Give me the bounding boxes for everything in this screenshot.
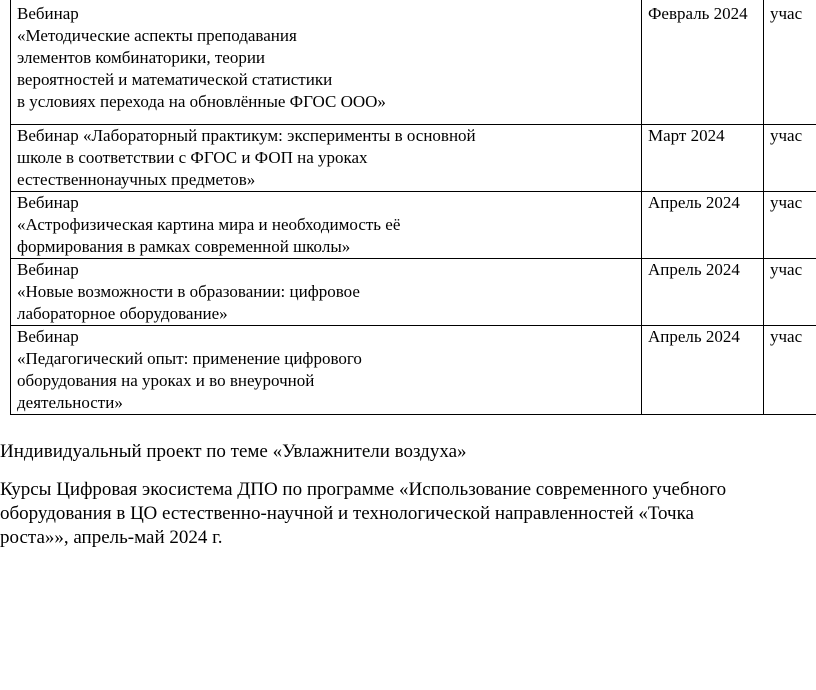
table-row: [11, 326, 816, 415]
event-date-cell: [642, 125, 764, 192]
event-date-cell: [642, 0, 764, 125]
event-role-cell: [764, 326, 816, 415]
event-title-line: лабораторное оборудование»: [17, 304, 228, 323]
courses-line: оборудования в ЦО естественно-научной и технологической направленностей «Точка: [0, 503, 694, 524]
courses-line: Курсы Цифровая экосистема ДПО по программе «Использование современного учебного: [0, 479, 727, 500]
event-date: Март 2024: [648, 126, 725, 145]
event-title-line: естественнонаучных предметов»: [17, 170, 256, 189]
event-title-line: деятельности»: [17, 393, 123, 412]
table-row: [11, 192, 816, 259]
event-role: учас: [770, 327, 803, 346]
event-title-line: элементов комбинаторики, теории: [17, 48, 266, 67]
table-row: [11, 0, 816, 125]
event-title-line: «Методические аспекты преподавания: [17, 26, 297, 45]
event-title-cell: [11, 125, 642, 192]
event-role: учас: [770, 193, 803, 212]
events-table: [10, 0, 816, 415]
event-title-line: Вебинар: [17, 327, 79, 346]
event-title-line: вероятностей и математической статистики: [17, 70, 333, 89]
event-role-cell: [764, 192, 816, 259]
project-paragraph: Индивидуальный проект по теме «Увлажнители воздуха»: [0, 441, 467, 462]
event-date: Февраль 2024: [648, 4, 748, 23]
event-date: Апрель 2024: [648, 327, 740, 346]
event-role: учас: [770, 4, 803, 23]
event-title-line: «Новые возможности в образовании: цифровое: [17, 282, 360, 301]
event-date-cell: [642, 192, 764, 259]
table-row: [11, 259, 816, 326]
event-role-cell: [764, 125, 816, 192]
event-title-cell: [11, 192, 642, 259]
event-title-line: школе в соответствии с ФГОС и ФОП на уроках: [17, 148, 368, 167]
event-title-line: «Астрофизическая картина мира и необходимость её: [17, 215, 401, 234]
event-title-line: в условиях перехода на обновлённые ФГОС ООО»: [17, 92, 386, 111]
event-title-line: Вебинар: [17, 260, 79, 279]
event-date-cell: [642, 259, 764, 326]
event-role-cell: [764, 0, 816, 125]
event-title-line: формирования в рамках современной школы»: [17, 237, 351, 256]
table-row: [11, 125, 816, 192]
courses-paragraph: [0, 478, 726, 550]
courses-line: роста»», апрель-май 2024 г.: [0, 527, 223, 548]
event-title-line: Вебинар: [17, 193, 79, 212]
event-title-line: оборудования на уроках и во внеурочной: [17, 371, 315, 390]
event-title-line: «Педагогический опыт: применение цифрового: [17, 349, 362, 368]
event-role: учас: [770, 260, 803, 279]
event-title-cell: [11, 259, 642, 326]
event-title-cell: [11, 0, 642, 125]
event-title-line: Вебинар: [17, 4, 79, 23]
event-date-cell: [642, 326, 764, 415]
event-role: учас: [770, 126, 803, 145]
event-date: Апрель 2024: [648, 260, 740, 279]
event-title-cell: [11, 326, 642, 415]
event-title-line: Вебинар «Лабораторный практикум: эксперименты в основной: [17, 126, 476, 145]
event-date: Апрель 2024: [648, 193, 740, 212]
event-role-cell: [764, 259, 816, 326]
